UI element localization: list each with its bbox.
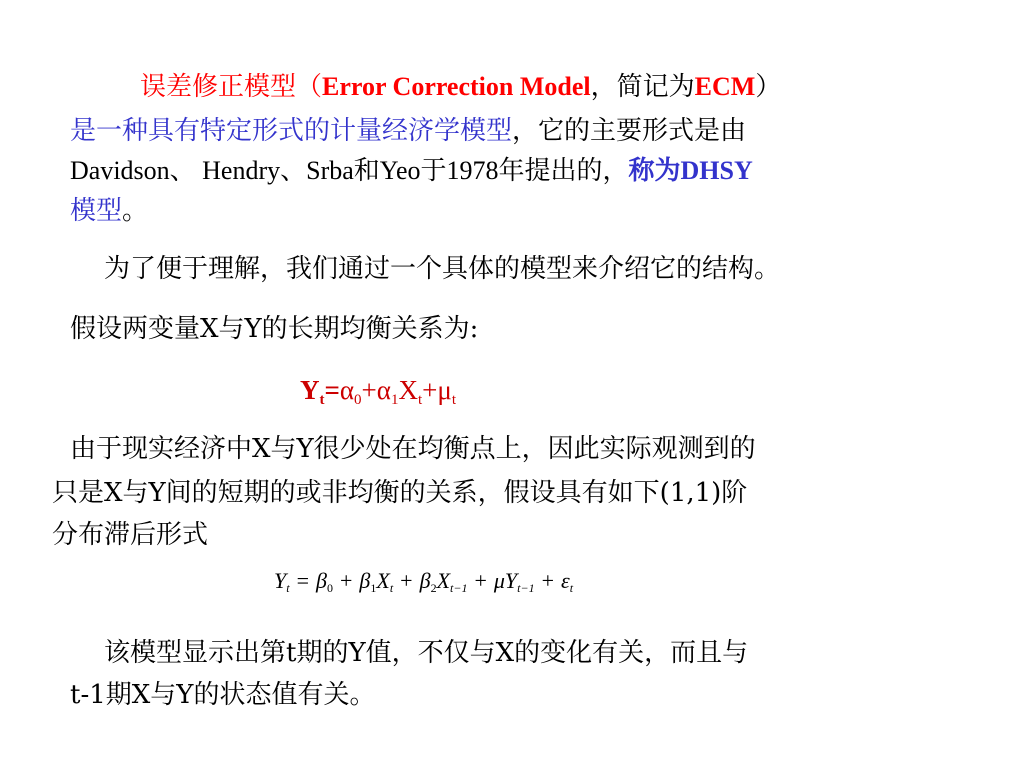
f1-sub-0: 0 bbox=[354, 392, 362, 408]
f1-eq: = bbox=[324, 375, 340, 405]
f2-Y2: Y bbox=[504, 568, 518, 593]
f2-beta0: β bbox=[316, 568, 327, 593]
f2-sub-1: 1 bbox=[370, 581, 377, 595]
ecm-definition-rest: ，它的主要形式是由 bbox=[512, 116, 747, 146]
reality-paragraph-line1: 由于现实经济中X与Y很少处在均衡点上，因此实际观测到的 bbox=[70, 434, 756, 464]
f2-X1: X bbox=[376, 568, 390, 593]
f2-sub-2: 2 bbox=[430, 581, 437, 595]
conclusion-line2: t-1期X与Y的状态值有关。 bbox=[70, 680, 376, 710]
f2-beta1: β bbox=[359, 568, 371, 593]
ecm-model-word: 模型 bbox=[70, 196, 123, 226]
f1-Y: Y bbox=[300, 375, 320, 405]
intro-paragraph: 为了便于理解，我们通过一个具体的模型来介绍它的结构。 bbox=[104, 254, 781, 284]
f1-sub-t2: t bbox=[417, 392, 423, 408]
reality-paragraph-line3: 分布滞后形式 bbox=[52, 520, 209, 550]
ecm-abbr: ECM bbox=[694, 72, 756, 101]
f2-plus4: + bbox=[541, 568, 555, 593]
f2-sub-tX1: t bbox=[389, 581, 394, 595]
reality-paragraph-line2: 只是X与Y间的短期的或非均衡的关系，假设具有如下(1,1)阶 bbox=[52, 478, 748, 508]
ecm-term-cn: 误差修正模型（ bbox=[140, 72, 323, 102]
ecm-authors: Davidson、 Hendry、Srba和Yeo于1978年提出的， bbox=[70, 156, 629, 185]
f2-mu: μ bbox=[493, 568, 505, 593]
f2-X2: X bbox=[436, 568, 451, 593]
f1-sub-t3: t bbox=[451, 392, 456, 408]
f1-alpha0: α bbox=[339, 375, 355, 405]
f1-mu: μ bbox=[437, 375, 452, 405]
f2-eq: = bbox=[296, 568, 310, 593]
ecm-definition-line bbox=[70, 114, 746, 148]
assumption-paragraph: 假设两变量X与Y的长期均衡关系为: bbox=[70, 314, 479, 344]
f2-eps: ε bbox=[561, 568, 570, 593]
f1-X: X bbox=[398, 375, 418, 405]
f2-sub-teps: t bbox=[569, 581, 574, 595]
ecm-definition: 是一种具有特定形式的计量经济学模型 bbox=[70, 116, 513, 146]
f2-sub-0: 0 bbox=[326, 581, 333, 595]
f2-sub-t: t bbox=[286, 581, 290, 595]
distributed-lag-equation bbox=[274, 566, 573, 603]
conclusion-line1: 该模型显示出第t期的Y值，不仅与X的变化有关，而且与 bbox=[104, 638, 749, 668]
f2-plus2: + bbox=[400, 568, 413, 593]
f2-beta2: β bbox=[419, 568, 431, 593]
ecm-title-line bbox=[140, 70, 781, 104]
ecm-sep: ，简记为 bbox=[590, 72, 695, 102]
f2-sub-tm1b: t−1 bbox=[517, 581, 535, 595]
f2-Y: Y bbox=[274, 568, 287, 593]
long-run-equation bbox=[300, 372, 456, 418]
f1-alpha1: α bbox=[376, 375, 391, 405]
ecm-term-en: Error Correction Model bbox=[322, 72, 591, 101]
f1-plus1: + bbox=[361, 375, 377, 405]
f1-sub-t: t bbox=[319, 392, 325, 408]
f2-plus1: + bbox=[339, 568, 353, 593]
f2-sub-tm1a: t−1 bbox=[450, 581, 468, 595]
f2-plus3: + bbox=[474, 568, 487, 593]
ecm-model-line bbox=[70, 194, 148, 228]
f1-sub-1: 1 bbox=[390, 392, 399, 408]
f1-plus2: + bbox=[422, 375, 438, 405]
ecm-close: ） bbox=[755, 72, 782, 102]
ecm-period: 。 bbox=[122, 196, 149, 226]
ecm-authors-line bbox=[70, 154, 753, 188]
ecm-dhsy: 称为DHSY bbox=[628, 156, 753, 185]
